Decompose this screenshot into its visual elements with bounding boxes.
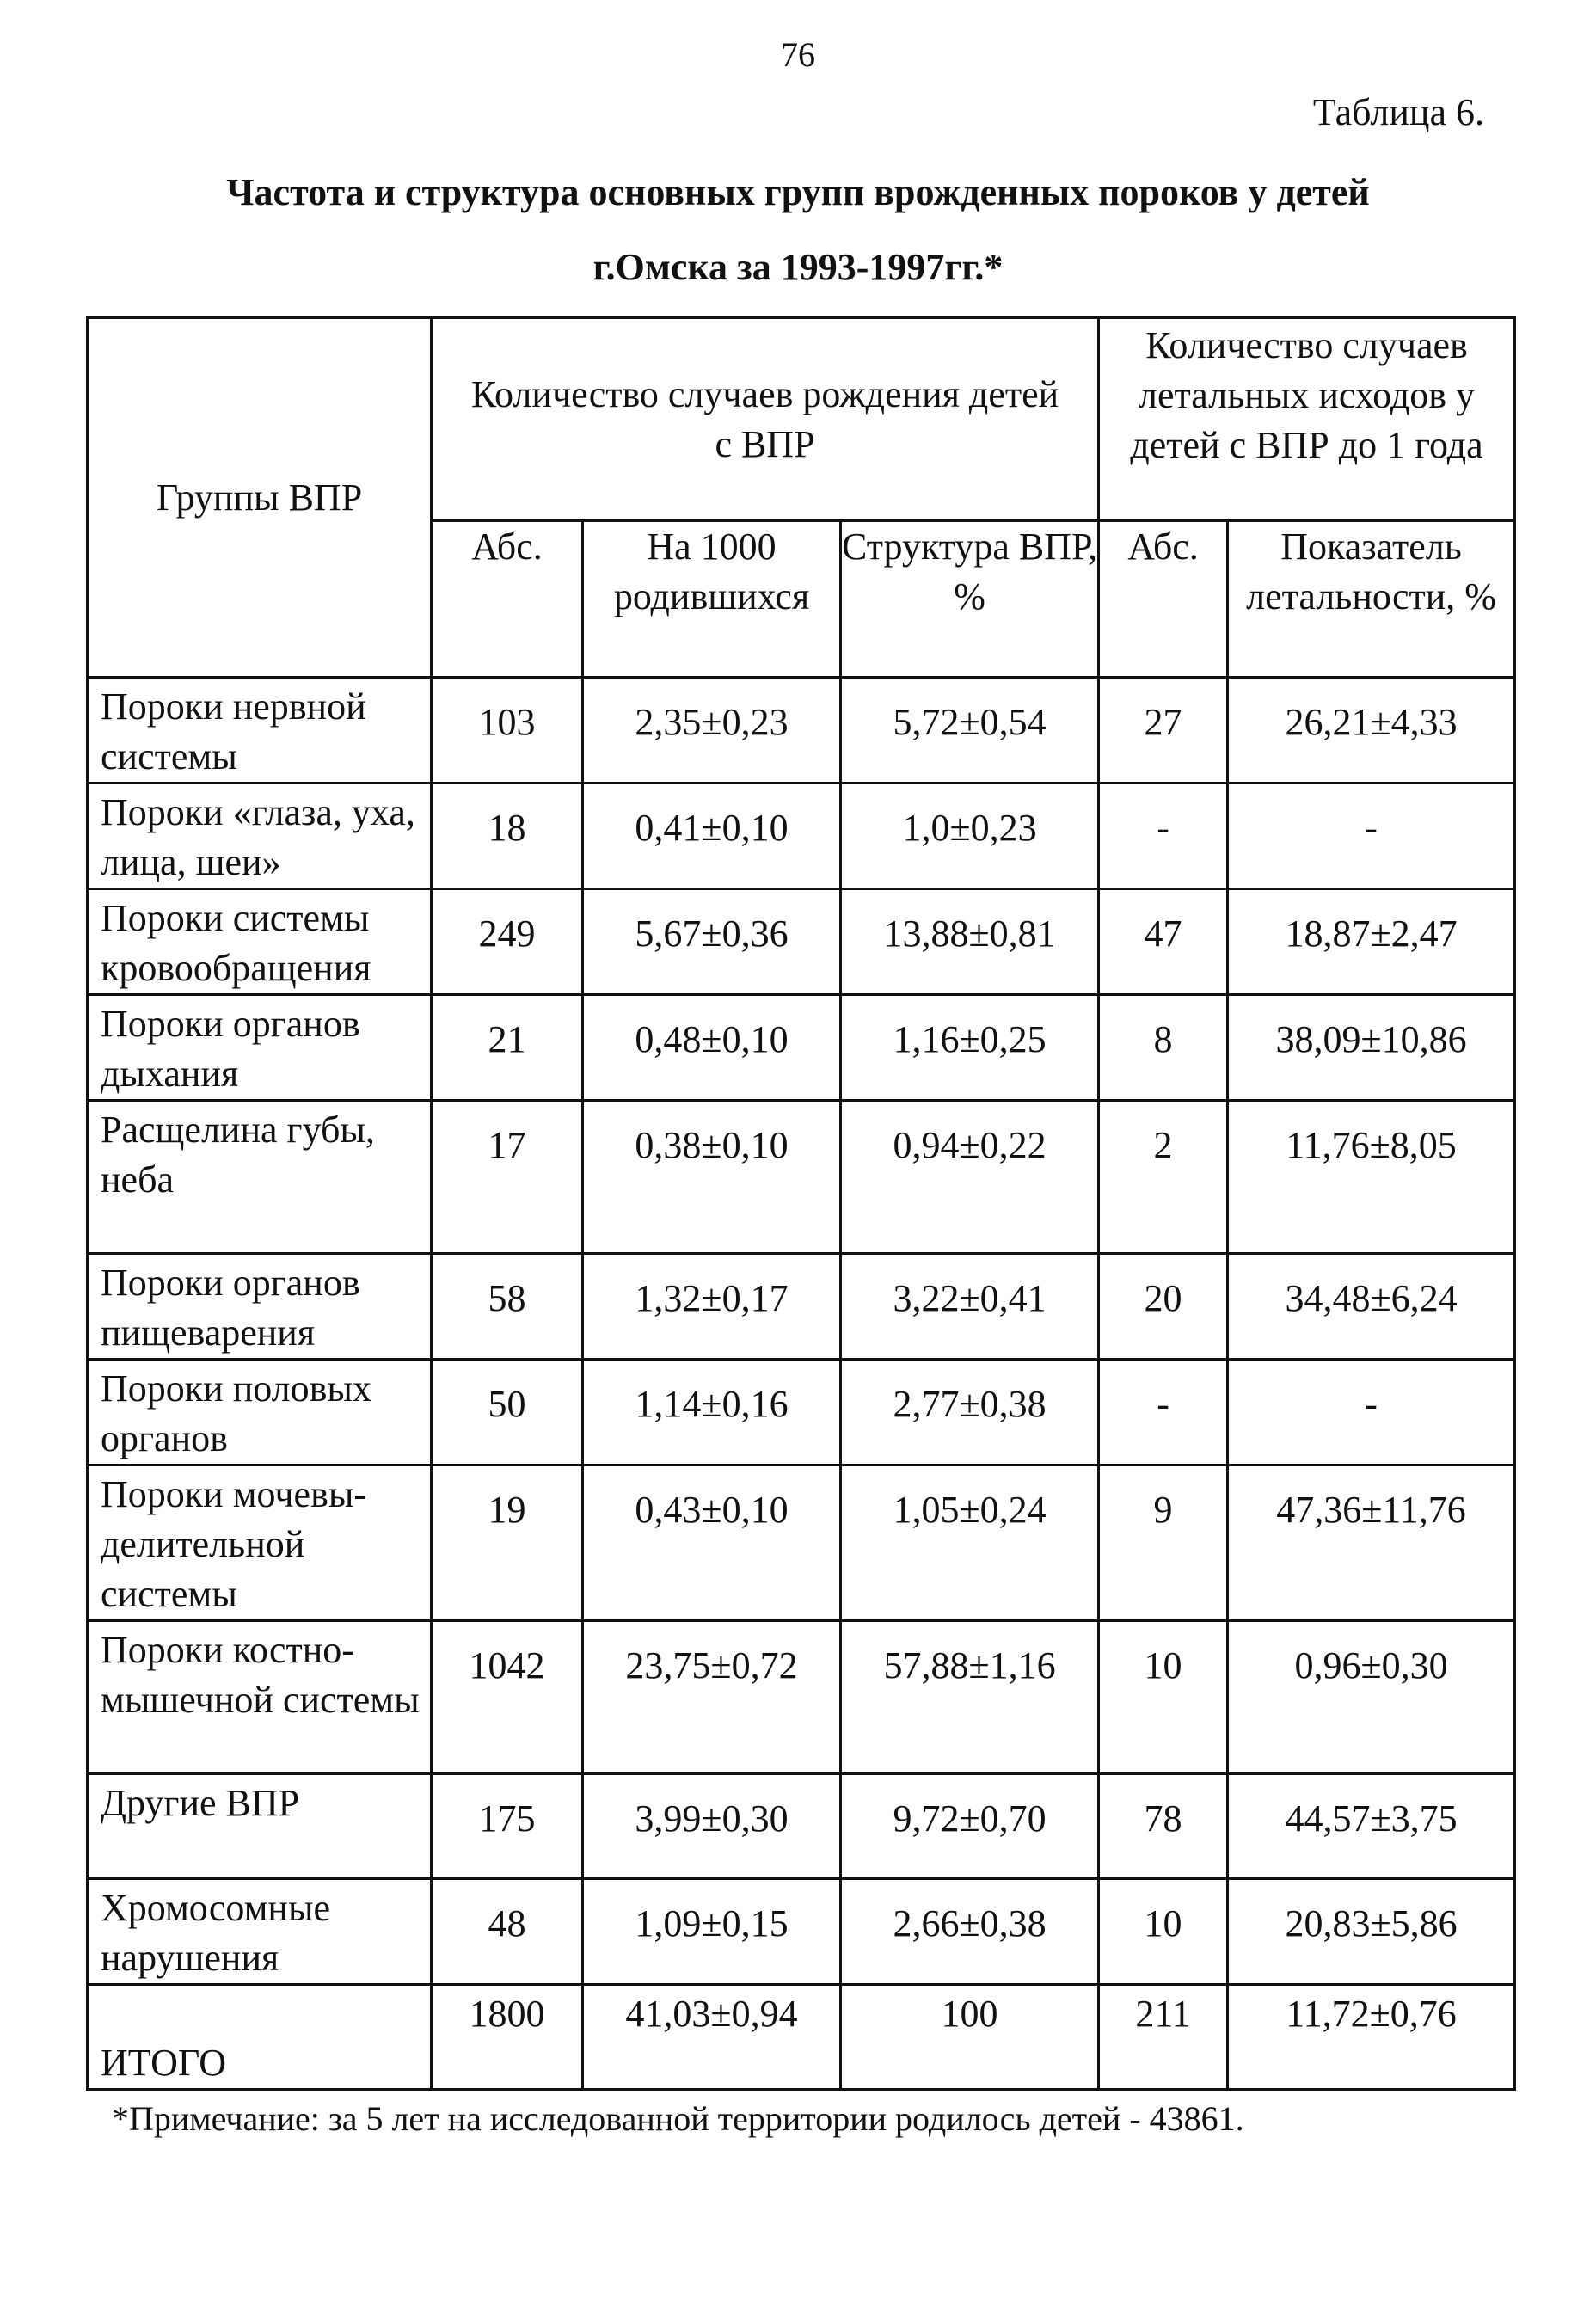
table-row — [88, 1774, 1515, 1879]
cell-group: Другие ВПР — [88, 1774, 432, 1879]
cell-structure: 9,72±0,70 — [841, 1774, 1099, 1879]
table-row — [88, 783, 1515, 889]
cell-per1000: 3,99±0,30 — [583, 1774, 841, 1879]
cell-per1000: 1,09±0,15 — [583, 1879, 841, 1985]
table-title-line-1: Частота и структура основных групп врожденных пороков у детей — [226, 171, 1370, 213]
cell-group: Пороки системы кровообращения — [88, 889, 432, 995]
table-row — [88, 1621, 1515, 1774]
table-row — [88, 678, 1515, 783]
cell-per1000: 23,75±0,72 — [583, 1621, 841, 1774]
cell-structure: 100 — [841, 1985, 1099, 2090]
table-title-line-2: г.Омска за 1993-1997гг.* — [592, 246, 1004, 288]
table-row — [88, 1985, 1515, 2090]
table-label: Таблица 6. — [1312, 91, 1484, 133]
cell-per1000: 5,67±0,36 — [583, 889, 841, 995]
cell-structure: 13,88±0,81 — [841, 889, 1099, 995]
cell-lethality: 44,57±3,75 — [1228, 1774, 1515, 1879]
cell-group: Пороки мочевы-делительной системы — [88, 1465, 432, 1621]
header-abs: Абс. — [432, 521, 583, 678]
cell-group: ИТОГО — [88, 1985, 432, 2090]
cell-group: Хромосомные нарушения — [88, 1879, 432, 1985]
cell-group: Пороки костно-мышечной системы — [88, 1621, 432, 1774]
cell-lethality: 0,96±0,30 — [1228, 1621, 1515, 1774]
table-row — [88, 1465, 1515, 1621]
header-abs-deaths: Абс. — [1099, 521, 1228, 678]
header-lethality: Показатель летальности, % — [1228, 521, 1515, 678]
table-row — [88, 995, 1515, 1101]
header-births: Количество случаев рождения детей с ВПР — [432, 318, 1099, 521]
cell-lethality: - — [1228, 1360, 1515, 1465]
cell-per1000: 2,35±0,23 — [583, 678, 841, 783]
cell-deaths-abs: 20 — [1099, 1254, 1228, 1360]
header-row-1 — [88, 318, 1515, 521]
cell-deaths-abs: 9 — [1099, 1465, 1228, 1621]
cell-deaths-abs: 10 — [1099, 1621, 1228, 1774]
cell-abs: 48 — [432, 1879, 583, 1985]
cell-per1000: 0,43±0,10 — [583, 1465, 841, 1621]
cell-deaths-abs: 47 — [1099, 889, 1228, 995]
cell-per1000: 0,48±0,10 — [583, 995, 841, 1101]
cell-deaths-abs: 2 — [1099, 1101, 1228, 1254]
cell-structure: 57,88±1,16 — [841, 1621, 1099, 1774]
cell-per1000: 1,14±0,16 — [583, 1360, 841, 1465]
data-table — [86, 316, 1516, 2091]
cell-lethality: 20,83±5,86 — [1228, 1879, 1515, 1985]
table-row — [88, 1879, 1515, 1985]
cell-deaths-abs: - — [1099, 1360, 1228, 1465]
cell-abs: 103 — [432, 678, 583, 783]
cell-group: Пороки органов дыхания — [88, 995, 432, 1101]
cell-structure: 5,72±0,54 — [841, 678, 1099, 783]
cell-per1000: 1,32±0,17 — [583, 1254, 841, 1360]
page-number: 76 — [781, 35, 815, 74]
cell-structure: 2,77±0,38 — [841, 1360, 1099, 1465]
table-body — [88, 678, 1515, 2090]
cell-per1000: 41,03±0,94 — [583, 1985, 841, 2090]
cell-lethality: 11,72±0,76 — [1228, 1985, 1515, 2090]
cell-per1000: 0,41±0,10 — [583, 783, 841, 889]
cell-abs: 17 — [432, 1101, 583, 1254]
cell-lethality: 38,09±10,86 — [1228, 995, 1515, 1101]
table-header — [88, 318, 1515, 678]
cell-structure: 1,16±0,25 — [841, 995, 1099, 1101]
cell-abs: 21 — [432, 995, 583, 1101]
cell-abs: 58 — [432, 1254, 583, 1360]
cell-per1000: 0,38±0,10 — [583, 1101, 841, 1254]
cell-deaths-abs: 211 — [1099, 1985, 1228, 2090]
cell-lethality: 34,48±6,24 — [1228, 1254, 1515, 1360]
header-per1000: На 1000 родившихся — [583, 521, 841, 678]
header-groups: Группы ВПР — [88, 318, 432, 678]
header-structure: Структура ВПР, % — [841, 521, 1099, 678]
cell-lethality: - — [1228, 783, 1515, 889]
cell-lethality: 18,87±2,47 — [1228, 889, 1515, 995]
cell-group: Пороки «глаза, уха, лица, шеи» — [88, 783, 432, 889]
cell-lethality: 11,76±8,05 — [1228, 1101, 1515, 1254]
cell-deaths-abs: 78 — [1099, 1774, 1228, 1879]
cell-structure: 1,0±0,23 — [841, 783, 1099, 889]
table-row — [88, 1101, 1515, 1254]
cell-group: Расщелина губы, неба — [88, 1101, 432, 1254]
cell-group: Пороки органов пищеварения — [88, 1254, 432, 1360]
cell-structure: 3,22±0,41 — [841, 1254, 1099, 1360]
cell-abs: 50 — [432, 1360, 583, 1465]
table-row — [88, 889, 1515, 995]
cell-structure: 0,94±0,22 — [841, 1101, 1099, 1254]
cell-deaths-abs: 8 — [1099, 995, 1228, 1101]
cell-lethality: 26,21±4,33 — [1228, 678, 1515, 783]
header-deaths: Количество случаев летальных исходов у детей с ВПР до 1 года — [1099, 318, 1515, 521]
cell-group: Пороки нервной системы — [88, 678, 432, 783]
cell-abs: 19 — [432, 1465, 583, 1621]
cell-deaths-abs: 27 — [1099, 678, 1228, 783]
table-row — [88, 1360, 1515, 1465]
cell-group: Пороки половых органов — [88, 1360, 432, 1465]
cell-abs: 18 — [432, 783, 583, 889]
cell-abs: 1042 — [432, 1621, 583, 1774]
cell-abs: 1800 — [432, 1985, 583, 2090]
cell-abs: 249 — [432, 889, 583, 995]
cell-abs: 175 — [432, 1774, 583, 1879]
cell-deaths-abs: - — [1099, 783, 1228, 889]
footnote: *Примечание: за 5 лет на исследованной территории родилось детей - 43861. — [112, 2099, 1244, 2138]
cell-structure: 2,66±0,38 — [841, 1879, 1099, 1985]
cell-structure: 1,05±0,24 — [841, 1465, 1099, 1621]
cell-lethality: 47,36±11,76 — [1228, 1465, 1515, 1621]
cell-deaths-abs: 10 — [1099, 1879, 1228, 1985]
table-row — [88, 1254, 1515, 1360]
